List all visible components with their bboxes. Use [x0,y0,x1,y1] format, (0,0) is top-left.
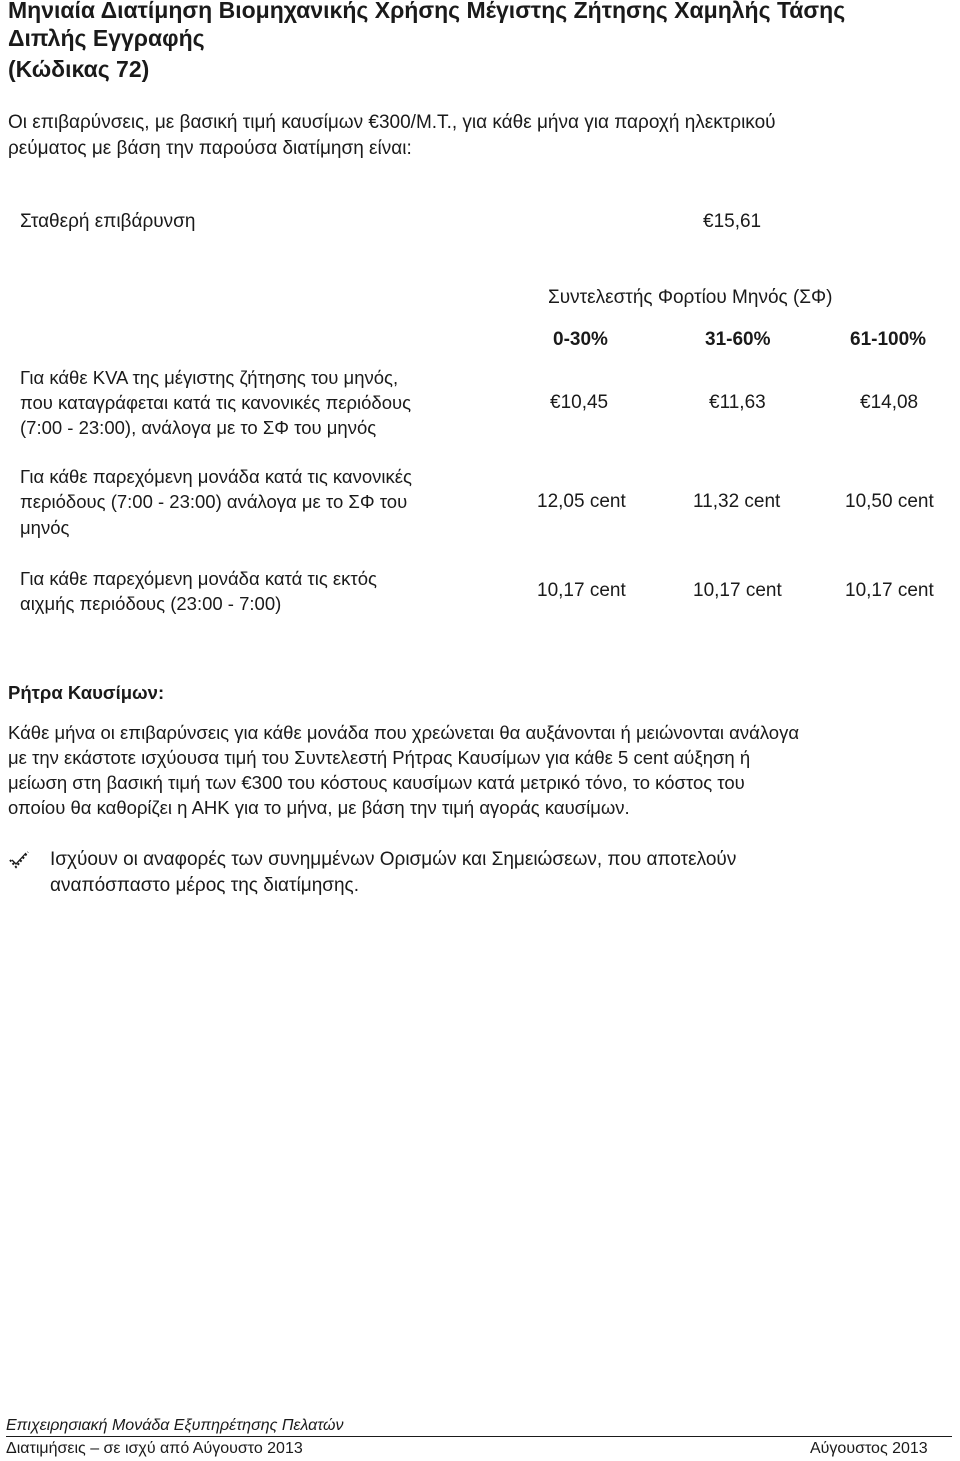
footer-divider [6,1436,952,1437]
row-3-label-line-1: Για κάθε παρεχόμενη μονάδα κατά τις εκτός [20,568,377,589]
note-line-1: Ισχύουν οι αναφορές των συνημμένων Ορισμών και Σημειώσεων, που αποτελούν [50,849,737,870]
column-header-0-30: 0-30% [553,329,608,350]
fixed-charge-value: €15,61 [703,211,762,232]
footer-date: Αύγουστος 2013 [810,1440,928,1457]
row-1-label-line-1: Για κάθε KVA της μέγιστης ζήτησης του μηνός, [20,367,399,388]
load-factor-header: Συντελεστής Φορτίου Μηνός (ΣΦ) [548,287,833,308]
page-title-line-2: Διπλής Εγγραφής [8,25,205,51]
note-line-2: αναπόσπαστο μέρος της διατίμησης. [50,875,359,896]
row-2-label-line-3: μηνός [20,517,70,538]
row-2-label-line-2: περιόδους (7:00 - 23:00) ανάλογα με το ΣΦ του [20,491,408,512]
row-2-label-line-1: Για κάθε παρεχόμενη μονάδα κατά τις κανονικές [20,466,412,487]
footer-effective-date: Διατιμήσεις – σε ισχύ από Αύγουστο 2013 [6,1440,303,1457]
row-3-value-0-30: 10,17 cent [537,580,626,601]
intro-line-2: ρεύματος με βάση την παρούσα διατίμηση είναι: [8,138,412,159]
fuel-clause-heading: Ρήτρα Καυσίμων: [8,682,165,703]
page-title-code: (Κώδικας 72) [8,56,150,82]
checkmark-bullet-icon [8,849,30,871]
row-2-value-0-30: 12,05 cent [537,491,626,512]
column-header-31-60: 31-60% [705,329,771,350]
fuel-clause-line-3: μείωση στη βασική τιμή των €300 του κόστους καυσίμων κατά μετρικό τόνο, το κόστος του [8,772,745,793]
fuel-clause-line-1: Κάθε μήνα οι επιβαρύνσεις για κάθε μονάδα που χρεώνεται θα αυξάνονται ή μειώνονται ανάλογα [8,722,800,743]
intro-line-1: Οι επιβαρύνσεις, με βασική τιμή καυσίμων €300/Μ.Τ., για κάθε μήνα για παροχή ηλεκτρικού [8,112,776,133]
page-title-line-1: Μηνιαία Διατίμηση Βιομηχανικής Χρήσης Μέγιστης Ζήτησης Χαμηλής Τάσης [8,0,846,23]
column-header-61-100: 61-100% [850,329,927,350]
row-2-value-31-60: 11,32 cent [693,491,781,512]
footer-unit: Επιχειρησιακή Μονάδα Εξυπηρέτησης Πελατών [6,1417,344,1434]
row-1-value-0-30: €10,45 [550,392,609,413]
row-1-value-31-60: €11,63 [709,392,766,413]
row-3-label-line-2: αιχμής περιόδους (23:00 - 7:00) [20,593,282,614]
fuel-clause-line-2: με την εκάστοτε ισχύουσα τιμή του Συντελεστή Ρήτρας Καυσίμων για κάθε 5 cent αύξηση ή [8,747,751,768]
row-3-value-31-60: 10,17 cent [693,580,782,601]
fuel-clause-line-4: οποίου θα καθορίζει η ΑΗΚ για το μήνα, με βάση την τιμή αγοράς καυσίμων. [8,797,630,818]
row-1-label-line-3: (7:00 - 23:00), ανάλογα με το ΣΦ του μηνός [20,417,377,438]
row-3-value-61-100: 10,17 cent [845,580,934,601]
row-2-value-61-100: 10,50 cent [845,491,934,512]
fixed-charge-label: Σταθερή επιβάρυνση [20,211,196,232]
row-1-value-61-100: €14,08 [860,392,919,413]
row-1-label-line-2: που καταγράφεται κατά τις κανονικές περιόδους [20,392,412,413]
